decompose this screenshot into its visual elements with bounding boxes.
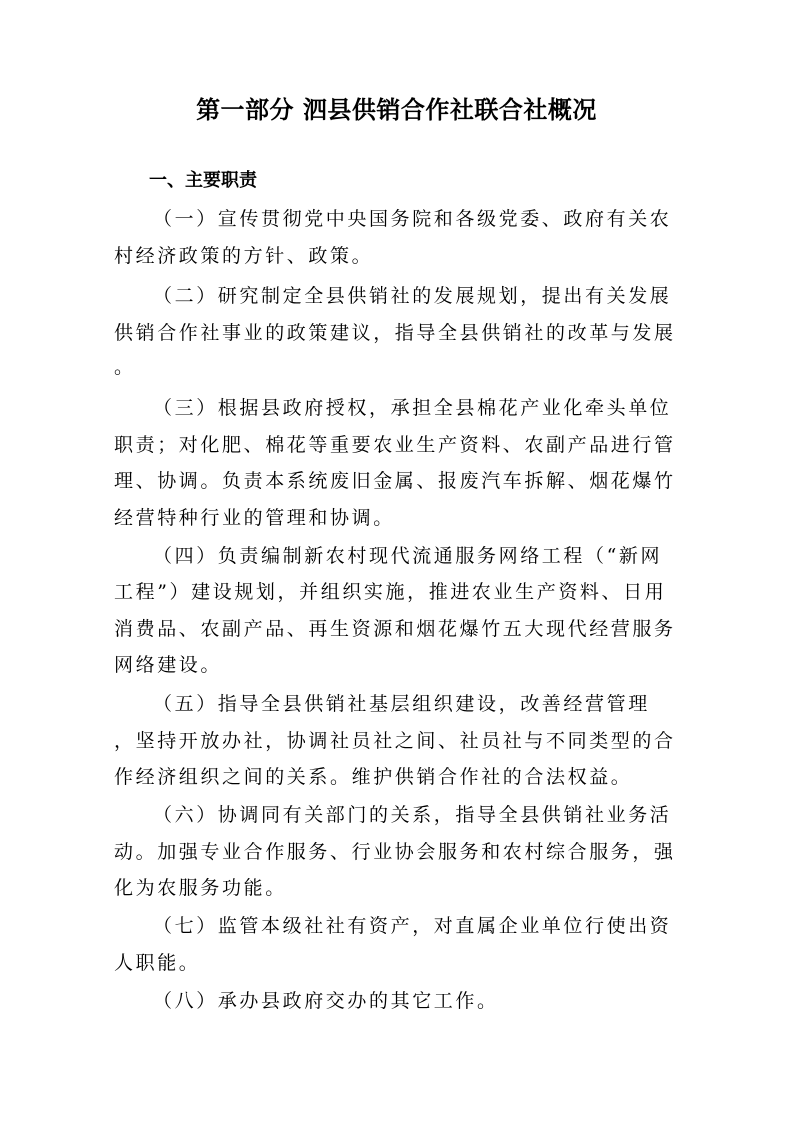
text-line: 网络建设。 [114,654,223,676]
text-line: 化为农服务功能。 [114,877,287,899]
text-line: 村经济政策的方针、政策。 [114,245,374,267]
text-line: （六）协调同有关部门的关系，指导全县供销社业务活 [153,804,672,826]
text-line: （八）承办县政府交办的其它工作。 [153,990,499,1012]
text-line: （一）宣传贯彻党中央国务院和各级党委、政府有关农 [153,208,672,230]
text-line: ，坚持开放办社，协调社员社之间、社员社与不同类型的合 [114,730,676,752]
text-line: （四）负责编制新农村现代流通服务网络工程（“新网 [153,545,663,567]
text-line: 消费品、农副产品、再生资源和烟花爆竹五大现代经营服务 [114,618,676,640]
text-line: 。 [114,356,136,378]
page-title: 第一部分 泗县供销合作社联合社概况 [196,96,597,124]
text-line: 理、协调。负责本系统废旧金属、报废汽车拆解、烟花爆竹 [114,470,676,492]
text-line: 经营特种行业的管理和协调。 [114,507,395,529]
text-line: 作经济组织之间的关系。维护供销合作社的合法权益。 [114,766,633,788]
text-line: （三）根据县政府授权，承担全县棉花产业化牵头单位 [153,397,672,419]
text-line: （二）研究制定全县供销社的发展规划，提出有关发展 [153,285,672,307]
text-line: 供销合作社事业的政策建议，指导全县供销社的改革与发展 [114,322,676,344]
text-line: 职责；对化肥、棉花等重要农业生产资料、农副产品进行管 [114,434,676,456]
text-line: （七）监管本级社社有资产，对直属企业单位行使出资 [153,915,672,937]
text-line: 人职能。 [114,952,201,974]
text-line: 动。加强专业合作服务、行业协会服务和农村综合服务，强 [114,841,676,863]
section-heading: 一、主要职责 [149,170,257,191]
text-line: （五）指导全县供销社基层组织建设，改善经营管理 [153,693,650,715]
text-line: 工程”）建设规划，并组织实施，推进农业生产资料、日用 [114,581,667,603]
